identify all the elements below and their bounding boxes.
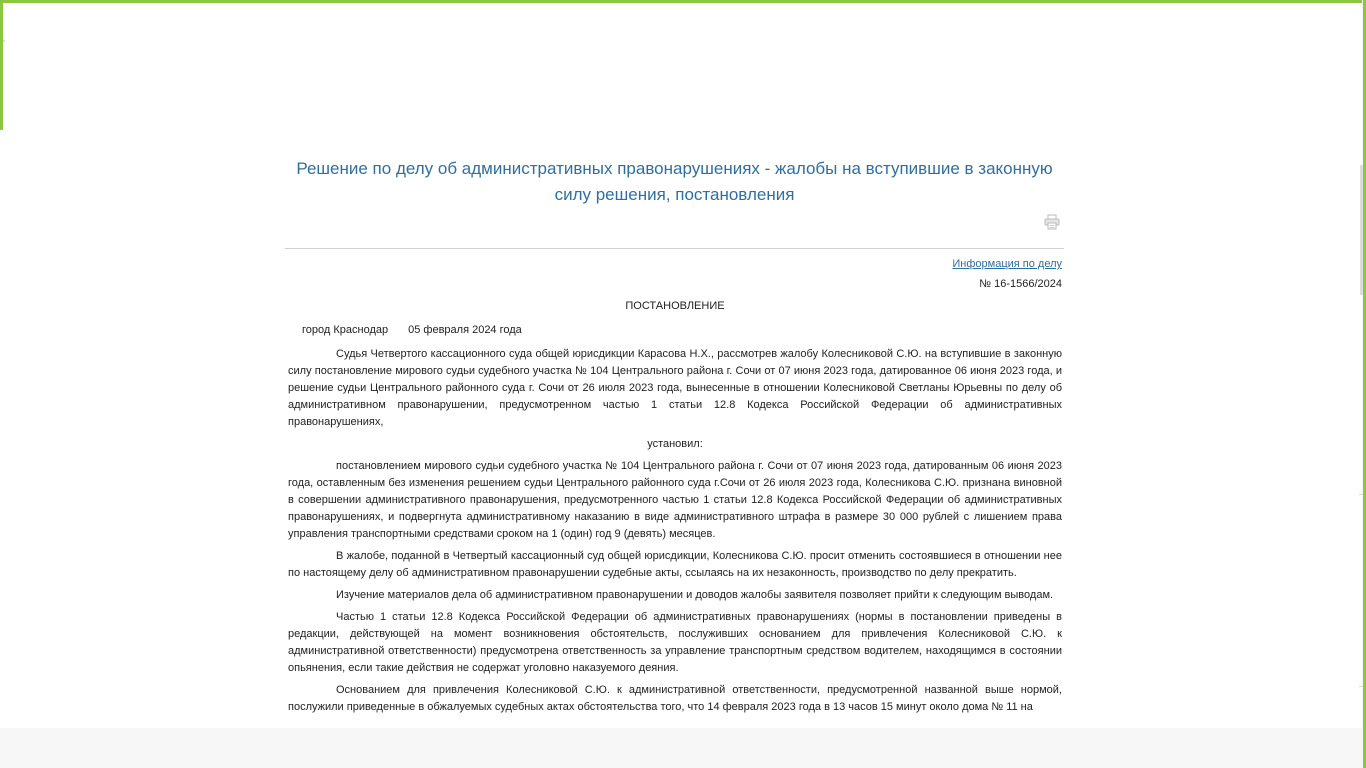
established-heading: установил: bbox=[647, 438, 703, 450]
paragraph: Частью 1 статьи 12.8 Кодекса Российской Федерации об административных правонарушениях (нормы в постановлении приведены в редакции, действующей на момент возникновения обстоятельств, послуживших основанием для привлечения Колесниковой С.Ю. к административной ответственности) предусмотрена ответственность за управление транспортным средством водителем, находящимся в состоянии опьянения, если такие действия не содержат уголовно наказуемого деяния. bbox=[288, 611, 1062, 674]
place-date-line bbox=[288, 322, 1062, 339]
case-number: № 16-1566/2024 bbox=[979, 278, 1062, 290]
document-body bbox=[288, 256, 1062, 716]
title-divider bbox=[285, 248, 1064, 249]
paragraph: Основанием для привлечения Колесниковой С.Ю. к административной ответственности, предусмотренной названной выше нормой, послужили приведенные в обжалуемых судебных актах обстоятельства того, что 14 февраля 2023 года в 13 часов 15 минут около дома № 11 на bbox=[288, 684, 1062, 713]
document-kind: ПОСТАНОВЛЕНИЕ bbox=[625, 300, 725, 312]
document-container bbox=[285, 150, 1064, 713]
bottom-bar bbox=[0, 728, 1362, 768]
case-info-link[interactable]: Информация по делу bbox=[952, 258, 1062, 270]
window-frame-left bbox=[0, 0, 3, 130]
paragraph: Изучение материалов дела об административном правонарушении и доводов жалобы заявителя позволяет прийти к следующим выводам. bbox=[336, 589, 1054, 601]
paragraph: В жалобе, поданной в Четвертый кассационный суд общей юрисдикции, Колесникова С.Ю. просит отменить состоявшиеся в отношении нее по настоящему делу об административном правонарушении судебные акты, ссылаясь на их незаконность, производство по делу прекратить. bbox=[288, 550, 1062, 579]
paragraph: постановлением мирового судьи судебного участка № 104 Центрального района г. Сочи от 07 июня 2023 года, датированным 06 июня 2023 года, оставленным без изменения решением судьи Центрального районного суда г.Сочи от 26 июля 2023 года, Колесникова С.Ю. признана виновной в совершении административного правонарушения, предусмотренного частью 1 статьи 12.8 Кодекса Российской Федерации об административных правонарушениях, и подвергнута административному наказанию в виде административного штрафа в размере 30 000 рублей с лишением права управления транспортными средствами сроком на 1 (один) год 9 (девять) месяцев. bbox=[288, 460, 1062, 540]
document-date: 05 февраля 2024 года bbox=[408, 324, 522, 336]
paragraph: Судья Четвертого кассационного суда общей юрисдикции Карасова Н.Х., рассмотрев жалобу Колесниковой С.Ю. на вступившие в законную силу постановление мирового судьи судебного участка № 104 Центрального района г. Сочи от 07 июня 2023 года, датированное 06 июня 2023 года, и решение судьи Центрального районного суда г. Сочи от 26 июля 2023 года, вынесенные в отношении Колесниковой Светланы Юрьевны по делу об административном правонарушении, предусмотренном частью 1 статьи 12.8 Кодекса Российской Федерации об административных правонарушениях, bbox=[288, 348, 1062, 428]
window-frame-top bbox=[0, 0, 1366, 3]
printer-icon[interactable] bbox=[1044, 214, 1060, 230]
frame-tick bbox=[3, 40, 5, 42]
page-title: Решение по делу об административных правонарушениях - жалобы на вступившие в законную силу решения, постановления bbox=[296, 159, 1053, 204]
place: город Краснодар bbox=[302, 324, 389, 336]
